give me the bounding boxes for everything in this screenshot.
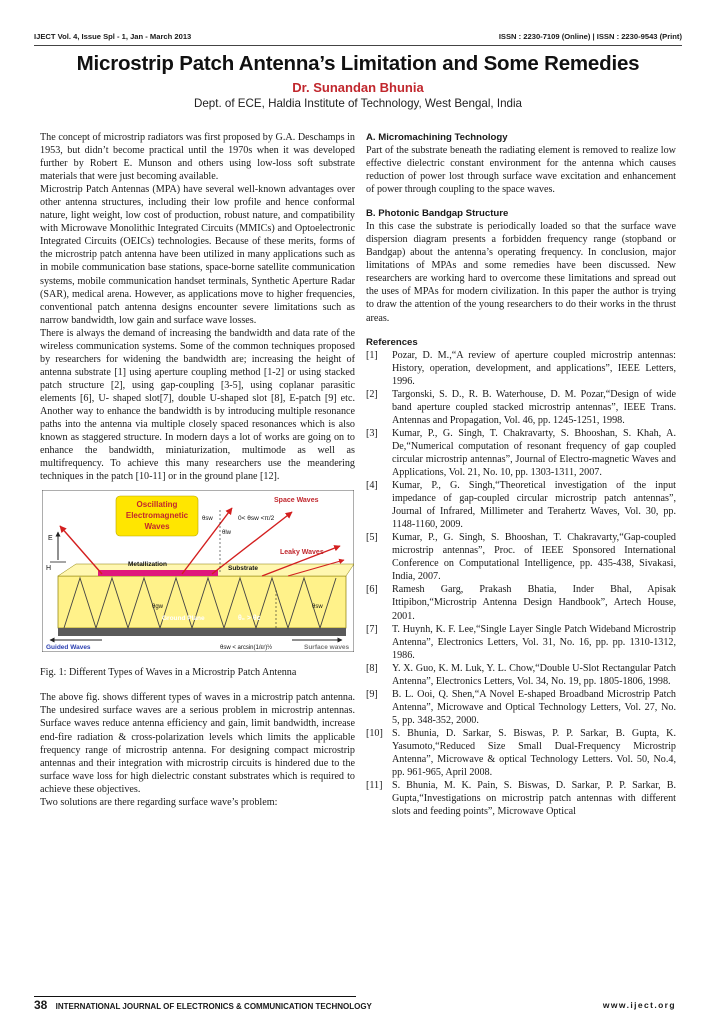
metallization-label: Metallization	[128, 561, 168, 569]
reference-number: [8]	[366, 662, 378, 674]
oscillating-label: Electromagnetic	[125, 511, 189, 521]
theta-sw-bottom-label: θsw	[312, 604, 323, 611]
footer-divider	[34, 996, 356, 997]
header-divider	[34, 45, 682, 46]
reference-number: [9]	[366, 688, 378, 700]
reference-item	[366, 479, 676, 531]
waves-figure	[42, 490, 354, 652]
reference-number: [10]	[366, 727, 383, 739]
substrate-label: Substrate	[228, 565, 258, 573]
issn-numbers: ISSN : 2230-7109 (Online) | ISSN : 2230-9543 (Print)	[498, 32, 682, 41]
references-heading: References	[366, 336, 418, 348]
ground-plane	[58, 628, 346, 636]
journal-website: www.iject.org	[602, 1000, 676, 1010]
left-column	[40, 131, 355, 809]
ground-plane-label: Ground Plane	[162, 615, 205, 623]
advantages-paragraph: Microstrip Patch Antennas (MPA) have several well-known advantages over other antenna structures, including their low profile and hence conformal nature, light weight, low cost of production, robust nature, and compatibility with Microwave Monolithic Integrated Circuits (MMICs) and Optoelectronic Integrated Circuits (OEICs) technologies. Because of these merits, forms of the microstrip patch antenna have been utilized in many applications such as in mobile communication base stations, space-borne satellite communication systems, mobile communication handset terminals, Synthetic Aperture Radar (SAR), medical arena. However, as applications move to higher frequencies, conventional patch antenna designs encounter severe limitations such as narrow bandwidth, low gain and surface wave losses.	[40, 184, 355, 326]
page-number: 38	[34, 998, 48, 1012]
reference-text: Ramesh Garg, Prakash Bhatia, Inder Bhal, Apisak Ittipibon,“Microstrip Antenna Design Handbook”, Artech House, 2001.	[392, 584, 676, 622]
figure-caption: Fig. 1: Different Types of Waves in a Microstrip Patch Antenna	[40, 667, 297, 679]
reference-item	[366, 388, 676, 427]
reference-text: B. L. Ooi, Q. Shen,“A Novel E-shaped Broadband Microstrip Patch Antenna”, Microwave and Optical Technology Letters, Vol. 27, No. 5, pp. 348-352, 2000.	[392, 688, 676, 726]
reference-text: Pozar, D. M.,“A review of aperture coupled microstrip antennas: History, operation, development, and applications”, IEEE Letters, 1996.	[392, 349, 676, 387]
section-b-heading: B. Photonic Bandgap Structure	[366, 208, 509, 220]
journal-name: INTERNATIONAL JOURNAL OF ELECTRONICS & COMMUNICATION TECHNOLOGY	[55, 1002, 372, 1011]
reference-item	[366, 688, 676, 727]
intro-paragraph: The concept of microstrip radiators was first proposed by G.A. Deschamps in 1953, but didn’t become practical until the 1970s when it was developed further by Robert E. Munson and others using low-loss soft substrate materials that were just becoming available.	[40, 132, 355, 183]
solutions-intro: Two solutions are there regarding surface wave’s problem:	[40, 796, 278, 808]
space-waves-label: Space Waves	[274, 497, 319, 505]
metallization-patch	[98, 570, 218, 576]
reference-text: Y. X. Guo, K. M. Luk, Y. L. Chow,“Double U-Slot Rectangular Patch Antenna”, Electronics Letters, Vol. 34, No. 19, pp. 1805-1806, 1998.	[392, 662, 676, 687]
theta-gw-label: θgw	[152, 604, 164, 611]
section-a-text: Part of the substrate beneath the radiating element is removed to realize low effective dielectric constant environment for the antenna which causes reduction of power lost through surface wave excitation and enhancement of power through coupling to the space waves.	[366, 145, 676, 196]
reference-item	[366, 349, 676, 388]
reference-number: [4]	[366, 480, 378, 492]
section-b-text: In this case the substrate is periodically loaded so that the surface wave dispersion diagram presents a forbidden frequency range (stopband or Bandgap) about the antenna’s operating frequency. In conclusion, major limitations of MPAs and some remedies have been discussed. New researchers are working hard to overcome these limitations and spread out the uses of MPAs for modern civilization. In this paper the author is trying to draw the attention of the young researchers to do their works in the thrust areas.	[366, 221, 676, 324]
surface-waves-label: Surface waves	[304, 644, 350, 652]
reference-item	[366, 427, 676, 479]
reference-number: [1]	[366, 349, 378, 361]
reference-item	[366, 727, 676, 779]
paper-title: Microstrip Patch Antenna’s Limitation and Some Remedies	[76, 52, 640, 75]
guided-waves-label: Guided Waves	[46, 644, 91, 652]
reference-item	[366, 583, 676, 622]
theta-formula-label: θsw < arcsin(1/εr)½	[220, 645, 273, 652]
footer-journal	[34, 998, 372, 1012]
reference-item	[366, 662, 676, 688]
reference-number: [5]	[366, 532, 378, 544]
theta-lw-label: θlw	[222, 530, 232, 537]
reference-list	[366, 349, 676, 819]
theta-compare-label: θ₀ > θc	[238, 615, 261, 623]
journal-volume-ref: IJECT Vol. 4, Issue Spl - 1, Jan - March 2013	[34, 32, 192, 41]
reference-text: S. Bhunia, D. Sarkar, S. Biswas, P. P. Sarkar, B. Gupta, K. Yasumoto,“Reduced Size Small Dual-Frequency Microstrip Antenna”, Microwave & optical Technology Letters. Vol. 50, No.4, pp. 961-965, April 2008.	[392, 727, 676, 779]
section-spacer	[366, 196, 676, 207]
reference-item	[366, 779, 676, 818]
running-header	[34, 32, 682, 44]
reference-text: Targonski, S. D., R. B. Waterhouse, D. M. Pozar,“Design of wide band aperture coupled stacked microstrip antennas”, IEEE Trans. Antennas and Propagation, Vol. 46, pp. 1245-1251, 1998.	[392, 388, 676, 426]
reference-text: Kumar, P., G. Singh, S. Bhooshan, T. Chakravarty,“Gap-coupled microstrip antennas”, Proc. of IEEE Sponsored International Conference on Computational Intelligence, pp. 435-438, Sivakasi, India, 2007.	[392, 532, 676, 583]
right-column	[366, 131, 676, 818]
reference-item	[366, 623, 676, 662]
bandwidth-paragraph: There is always the demand of increasing the bandwidth and data rate of the wireless communication systems. Some of the common techniques proposed by researchers for widening the bandwidth are; increasing the height of antenna substrate [1] using aperture coupling method [1-2] or using stacked patch structure [2], using gap-coupling [3-5], using coplanar parasitic elements [6], U- shaped slot[7], double U-shaped slot [8], E-patch [9] etc. Another way to enhance the bandwidth is by introducing multiple resonance paths into the antenna via multiple closely spaced resonances which is also known as staggered structure. In modern days a lot of works are going on to enhance the bandwidth, miniaturization, multimode as well as multifrequency. To achieve this many researchers use the meandering techniques in the patch [10-11] or in the ground plane [12].	[40, 327, 355, 483]
oscillating-label: Oscillating	[136, 500, 178, 510]
h-field-label: H	[46, 565, 52, 573]
theta-sw-label: θsw	[202, 516, 213, 523]
reference-number: [6]	[366, 584, 378, 596]
oscillating-label: Waves	[144, 522, 170, 532]
reference-number: [11]	[366, 780, 383, 792]
reference-number: [3]	[366, 427, 378, 439]
reference-text: Kumar, P., G. Singh,“Theoretical investigation of the input impedance of gap-coupled circular microstrip patch antennas”, Journal of Infrared, Millimeter and Terahertz Waves, Vol. 30, pp. 1148-1160, 2009.	[392, 480, 676, 531]
reference-number: [2]	[366, 388, 378, 400]
leaky-waves-label: Leaky Waves	[280, 549, 324, 557]
surface-wave-paragraph: The above fig. shows different types of waves in a microstrip patch antenna. The undesired surface waves are a serious problem in microstrip antennas. Surface waves reduce antenna efficiency and gain, limit bandwidth, increase end-fire radiation & cross-polarization levels which limits the applicable frequency range of microstrip antenna. For designing compact microstrip antennas and their integration with microstrip circuits is hindered due to the surface wave loss for high dielectric constant substrates which is required to achieve these objectives.	[40, 692, 355, 795]
author-name: Dr. Sunandan Bhunia	[292, 80, 424, 95]
reference-text: T. Huynh, K. F. Lee,“Single Layer Single Patch Wideband Microstrip Antenna”, Electronics Letters, Vol. 31, No. 16, pp. pp. 1310-1312, 1986.	[392, 623, 676, 661]
reference-text: Kumar, P., G. Singh, T. Chakravarty, S. Bhooshan, S. Khah, A. De,“Numerical computation of resonant frequency of gap coupled circular microstrip antennas”, Journal of Electro-magnetic Waves and Applications, Vol. 21, No. 10, pp. 1303-1311, 2007.	[392, 427, 676, 478]
section-spacer	[366, 325, 676, 336]
theta-range-label: 0< θsw <π/2	[238, 515, 275, 523]
reference-item	[366, 531, 676, 583]
e-field-label: E	[48, 535, 53, 543]
reference-number: [7]	[366, 623, 378, 635]
section-a-heading: A. Micromachining Technology	[366, 132, 508, 143]
author-affiliation: Dept. of ECE, Haldia Institute of Technology, West Bengal, India	[193, 97, 523, 110]
reference-text: S. Bhunia, M. K. Pain, S. Biswas, D. Sarkar, P. P. Sarkar, B. Gupta,“Investigations on microstrip patch antennas with different slots and feeding points”, Microwave Optical	[392, 780, 676, 818]
